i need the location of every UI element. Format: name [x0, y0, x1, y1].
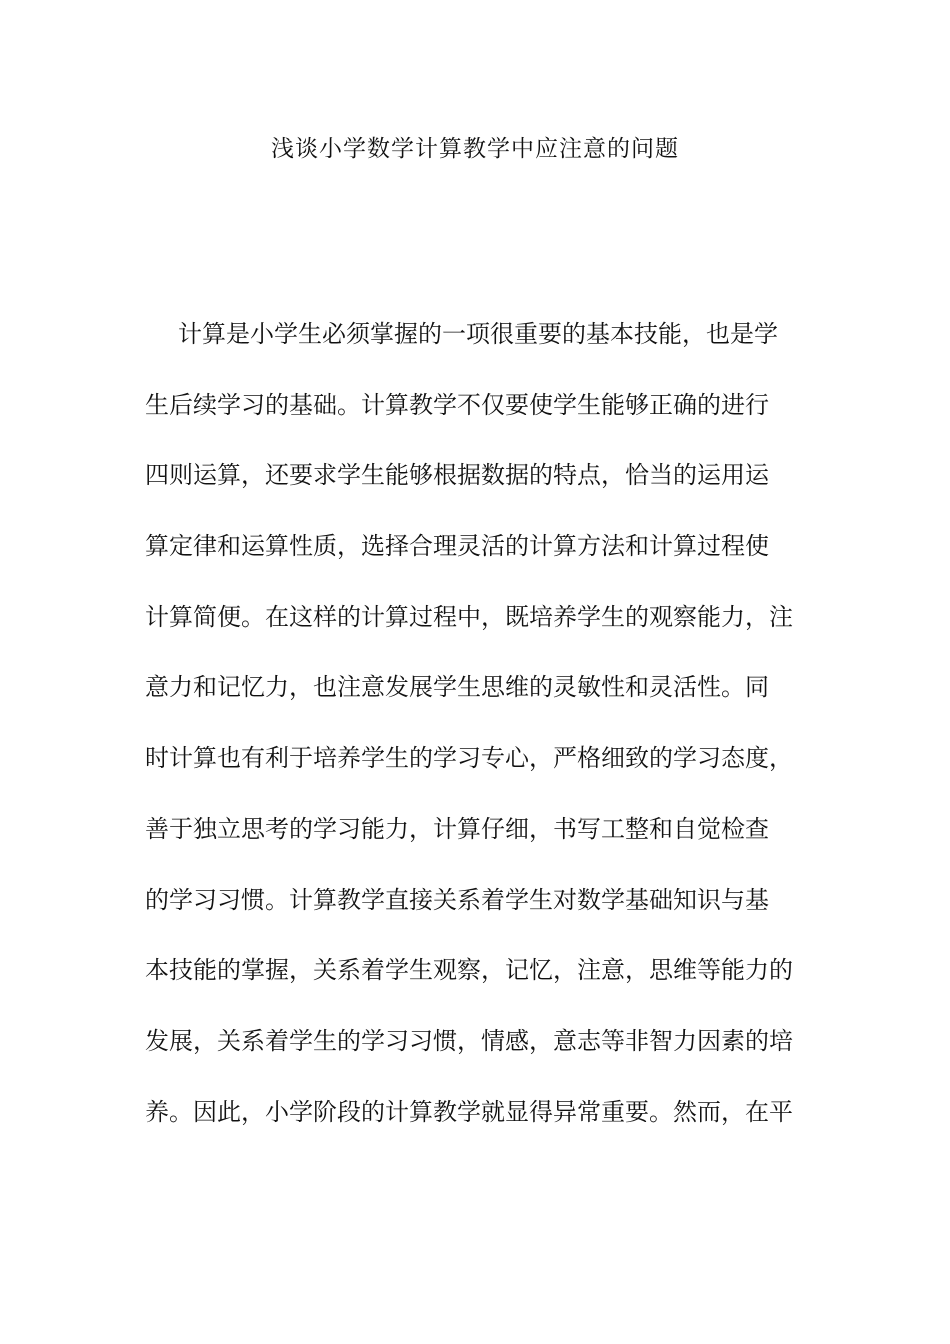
paragraph-line: 四则运算，还要求学生能够根据数据的特点，恰当的运用运 [145, 461, 769, 490]
paragraph-line: 时计算也有利于培养学生的学习专心，严格细致的学习态度， [145, 744, 793, 773]
paragraph-line: 意力和记忆力，也注意发展学生思维的灵敏性和灵活性。同 [145, 673, 769, 702]
paragraph-line: 养。因此，小学阶段的计算教学就显得异常重要。然而，在平 [145, 1097, 793, 1126]
paragraph-line: 计算是小学生必须掌握的一项很重要的基本技能，也是学 [178, 320, 778, 348]
paragraph-line: 的学习习惯。计算教学直接关系着学生对数学基础知识与基 [145, 885, 769, 914]
paragraph-line: 善于独立思考的学习能力，计算仔细，书写工整和自觉检查 [145, 814, 769, 843]
paragraph-line: 发展，关系着学生的学习习惯，情感，意志等非智力因素的培 [145, 1026, 793, 1055]
body-paragraph [145, 319, 825, 1167]
paragraph-line: 生后续学习的基础。计算教学不仅要使学生能够正确的进行 [145, 390, 769, 419]
paragraph-line: 计算简便。在这样的计算过程中，既培养学生的观察能力，注 [145, 602, 793, 631]
paragraph-line: 算定律和运算性质，选择合理灵活的计算方法和计算过程使 [145, 532, 769, 561]
document-title: 浅谈小学数学计算教学中应注意的问题 [271, 136, 679, 162]
paragraph-line: 本技能的掌握，关系着学生观察，记忆，注意，思维等能力的 [145, 956, 793, 985]
